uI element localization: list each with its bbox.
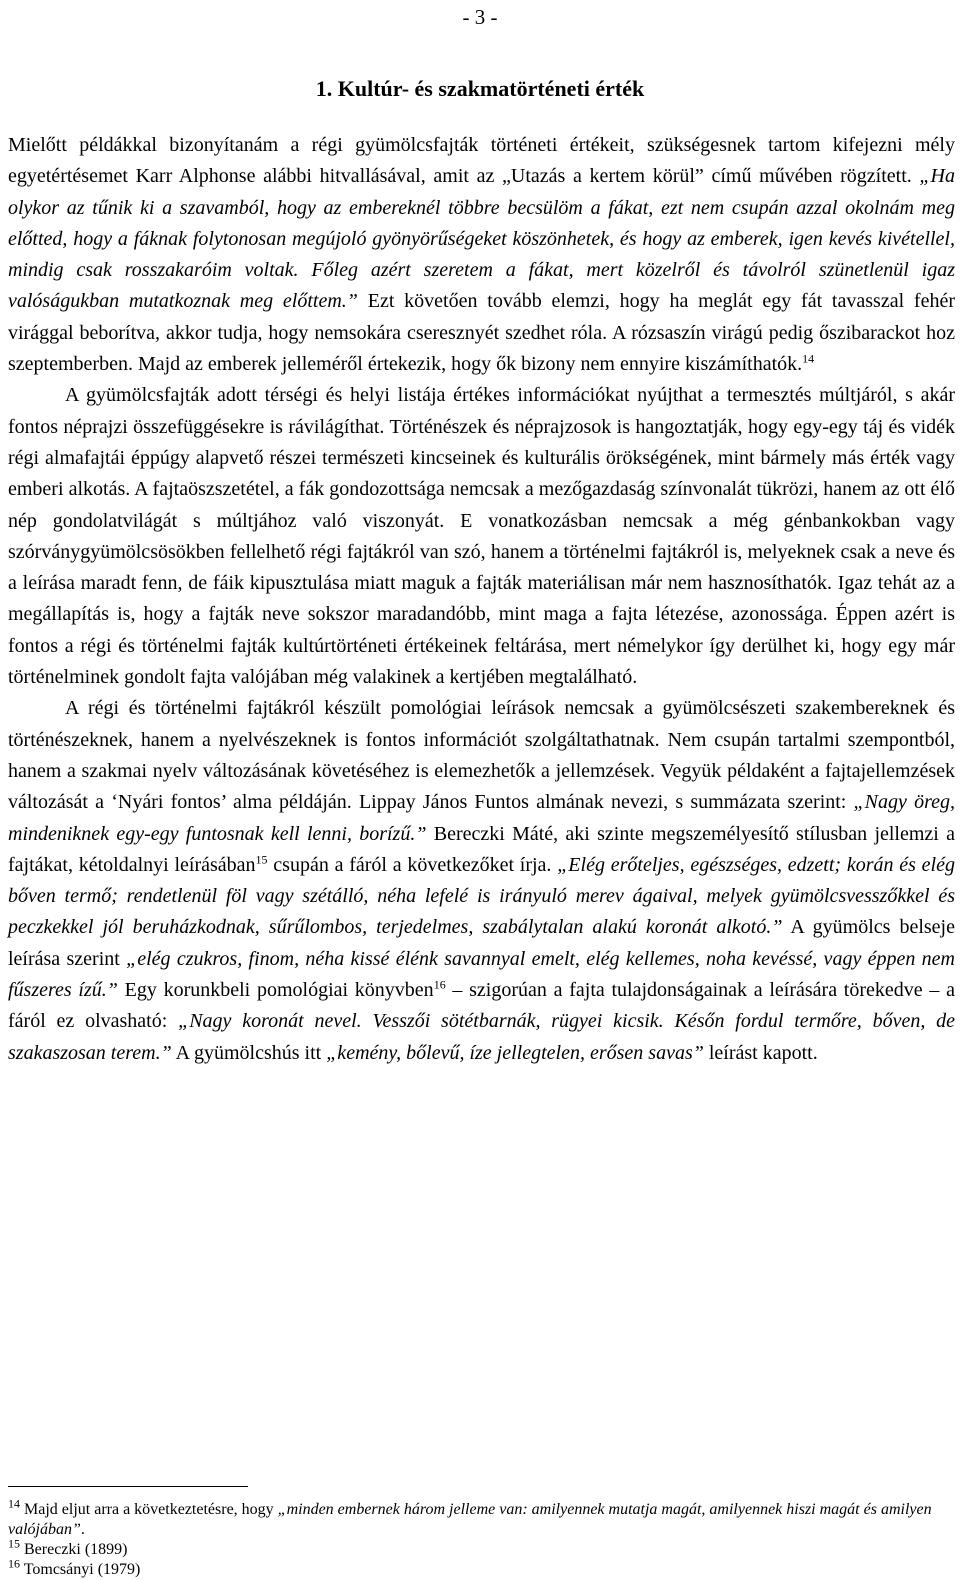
text-run: A régi és történelmi fajtákról készült pomológiai leírások nemcsak a gyümölcsészeti szakembereknek és történészeknek, hanem a nyelvészeknek is fontos információt szolgáltathatnak. Nem csupán tartalmi szempontból, hanem a szakmai nyelv változásának követéséhez is elemezhetők a jellemzések. Vegyük példaként a fajtajellemzések változását a ‘Nyári fontos’ alma példáján. Lippay János Funtos almának nevezi, s summázata szerint: bbox=[8, 697, 955, 814]
quotation-text: „Nagy öreg, mindeniknek egy-egy funtosnak kell lenni, borízű.” bbox=[8, 791, 955, 845]
text-run: Bereczki (1899) bbox=[20, 1541, 128, 1558]
quotation-text: „elég czukros, finom, néha kissé élénk savannyal emelt, elég kellemes, noha kevéssé, vagy éppen nem fűszeres ízű.” bbox=[8, 947, 955, 1002]
text-run: Bereczki Máté, aki szinte megszemélyesítő stílusban jellemzi a fajtákat, kétoldalnyi leírásában bbox=[8, 822, 956, 876]
text-run: csupán a fáról a következőket írja. bbox=[267, 853, 558, 876]
quotation-text: „Ha olykor az tűnik ki a szavamból, hogy az embereknél többre becsülöm a fákat, ezt nem csupán azzal okolnám meg előtted, hogy a fáknak folytonosan megújoló gyönyörűségeket köszönhetek, és hogy az emberek, igen kevés kivétellel, mindig csak rosszakaróim voltak. Főleg azért szeretem a fákat, mert közelről és távolról szünetlenül igaz valóságukban mutatkoznak meg előttem.” bbox=[8, 165, 955, 313]
quotation-text: „Elég erőteljes, egészséges, edzett; korán és elég bőven termő; rendetlenül föl vagy szétálló, néha lefelé is irányuló merev ágaival, melyek gyümölcsvesszőkkel és peczkekkel jól beruházkodnak, sűrűlombos, terjedelmes, szabálytalan alakú koronát alkotó.” bbox=[8, 853, 955, 939]
footnotes bbox=[8, 1496, 955, 1580]
footnote-mark: 14 bbox=[8, 1496, 20, 1511]
quotation-text: „kemény, bőlevű, íze jellegtelen, erősen savas” bbox=[326, 1041, 704, 1064]
quotation-text: „Nagy koronát nevel. Vesszői sötétbarnák, rügyei kicsik. Későn fordul termőre, bőven, de szakaszosan terem.” bbox=[8, 1010, 956, 1064]
footnote-mark: 16 bbox=[8, 1556, 20, 1571]
footnote-mark: 16 bbox=[433, 977, 446, 992]
text-run: A gyümölcsfajták adott térségi és helyi listája értékes információkat nyújthat a termesztés múltjáról, s akár fontos néprajzi összefüggésekre is rávilágíthat. Történészek és néprajzosok is hangoztatják, hogy egy-egy táj és vidék régi almafajtái éppúgy alapvető részei természeti kincseinek és kulturális örökségének, mint bármely más érték vagy emberi alkotás. A fajtaöszszetétel, a fák gondozottsága nemcsak a mezőgazdaság színvonalát tükrözi, hanem az ott élő nép gondolatvilágát s múltjához való viszonyát. E vonatkozásban nemcsak a még génbankokban vagy szórványgyümölcsösökben fellelhető régi fajtákról van szó, hanem a történelmi fajtákról is, melyeknek csak a neve és a leírása maradt fenn, de fáik kipusztulása miatt maguk a fajták materiálisan már nem hasznosíthatók. Igaz tehát az a megállapítás is, hogy a fajták neve sokszor maradandóbb, mint maga a fajta létezése, azonossága. Éppen azért is fontos a régi és történelmi fajták kultúrtörténeti értékeinek feltárása, mert némelykor így derülhet ki, hogy egy már történelminek gondolt fajta valójában még valakinek a kertjében megtalálható. bbox=[8, 384, 955, 689]
text-run: Ezt követően tovább elemzi, hogy ha meglát egy fát tavasszal fehér virággal beborítva, akkor tudja, hogy nemsokára cseresznyét szedhet róla. A rózsaszín virágú pedig őszibarackot hoz szeptemberben. Majd az emberek jelleméről értekezik, hogy ők bizony nem ennyire kiszámíthatók. bbox=[8, 290, 956, 376]
footnote-mark: 14 bbox=[802, 351, 815, 366]
text-run: Majd eljut arra a következtetésre, hogy bbox=[20, 1501, 278, 1518]
paragraph-2 bbox=[8, 380, 955, 693]
text-run: – szigorúan a fajta tulajdonságainak a leírására törekedve – a fáról ez olvasható: bbox=[8, 979, 955, 1033]
footnote-separator bbox=[8, 1486, 248, 1487]
text-run: A gyümölcs belseje leírása szerint bbox=[8, 916, 955, 970]
section-heading: 1. Kultúr- és szakmatörténeti érték bbox=[315, 76, 645, 101]
paragraph-1 bbox=[8, 130, 955, 380]
quotation-text: „minden embernek három jelleme van: amilyennek mutatja magát, amilyennek hiszi magát és amilyen valójában” bbox=[8, 1501, 932, 1538]
page-number: - 3 - bbox=[462, 5, 498, 29]
footnote-mark: 15 bbox=[8, 1536, 20, 1551]
text-run: A gyümölcshús itt bbox=[171, 1041, 327, 1064]
text-run: Egy korunkbeli pomológiai könyvben bbox=[117, 979, 434, 1002]
footnote-14 bbox=[8, 1496, 955, 1540]
footnote-mark: 15 bbox=[255, 852, 268, 867]
text-run: leírást kapott. bbox=[703, 1041, 818, 1064]
body-text bbox=[8, 130, 955, 1069]
text-run: Tomcsányi (1979) bbox=[20, 1561, 141, 1578]
text-run: . bbox=[80, 1521, 85, 1538]
text-run: Mielőtt példákkal bizonyítanám a régi gyümölcsfajták történeti értékeit, szükségesnek tartom kifejezni mély egyetértésemet Karr Alphonse alábbi hitvallásával, amit az „Utazás a kertem körül” című művében rögzített. bbox=[8, 134, 955, 188]
footnote-16 bbox=[8, 1556, 955, 1580]
paragraph-3 bbox=[8, 693, 955, 1069]
footnote-15 bbox=[8, 1536, 955, 1560]
